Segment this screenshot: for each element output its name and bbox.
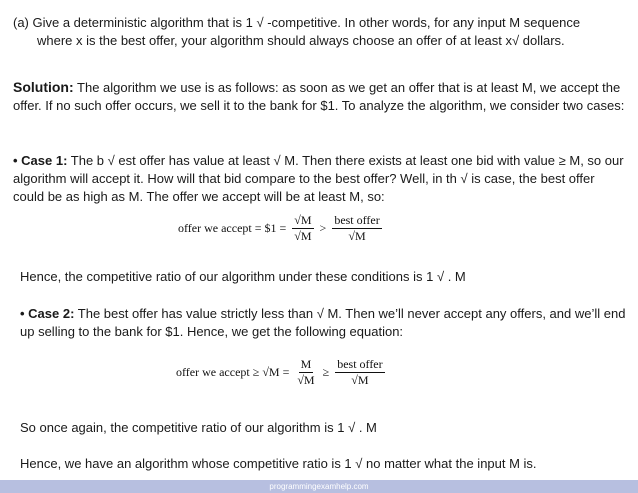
ratio-1: Hence, the competitive ratio of our algorithm under these conditions is 1 √ . M [20,269,466,284]
case2-text: The best offer has value strictly less than √ M. Then we’ll never accept any offers, and we’ll end up selling to the bank for $1. Hence, we get the following equation: [20,306,626,339]
solution-text: The algorithm we use is as follows: as soon as we get an offer that is at least M, we accept the offer. If no such offer occurs, we sell it to the bank for $1. To analyze the algorithm, we consider two cases: [13,80,625,113]
eq1-frac2-denominator: √M [348,229,366,243]
eq2-fraction-2 [335,358,384,387]
solution-label: Solution: [13,79,74,95]
ratio-2: So once again, the competitive ratio of our algorithm is 1 √ . M [20,420,377,435]
eq1-frac1-numerator: √M [294,213,312,227]
eq1-frac2-numerator: best offer [334,213,380,227]
solution-paragraph [13,78,628,115]
eq2-frac1-denominator: √M [297,373,315,387]
eq1-fraction-2 [332,214,381,243]
case1-text: The b √ est offer has value at least √ M. Then there exists at least one bid with value ≥ M, so our algorithm will accept it. How will that bid compare to the best offer? Well, in th √ is case, the best offer could be as high as M. The offer we accept will be at least M, so: [13,153,624,204]
case2-label: • Case 2: [20,306,75,321]
problem-line-2: where x is the best offer, your algorithm should always choose an offer of at least x√ dollars. [37,33,565,48]
eq1-lhs: offer we accept = $1 = [178,221,287,235]
eq2-frac2-denominator: √M [351,373,369,387]
eq1-frac1-denominator: √M [294,229,312,243]
eq1-operator: > [319,221,327,235]
equation-1 [178,214,384,243]
case1-label: • Case 1: [13,153,68,168]
eq2-lhs: offer we accept ≥ √M = [176,365,290,379]
eq2-fraction-1 [295,358,316,387]
footer-link[interactable]: programmingexamhelp.com [269,482,369,491]
equation-2 [176,358,387,387]
conclusion: Hence, we have an algorithm whose competitive ratio is 1 √ no matter what the input M is. [20,456,537,471]
case1-paragraph [13,152,628,206]
eq1-fraction-1 [292,214,313,243]
eq2-frac1-numerator: M [300,357,312,371]
case2-paragraph [20,305,628,341]
footer-bar [0,480,638,493]
problem-statement [13,14,638,50]
eq2-frac2-numerator: best offer [337,357,383,371]
eq2-operator: ≥ [322,365,330,379]
problem-line-1: (a) Give a deterministic algorithm that is 1 √ -competitive. In other words, for any input M sequence [13,15,581,30]
